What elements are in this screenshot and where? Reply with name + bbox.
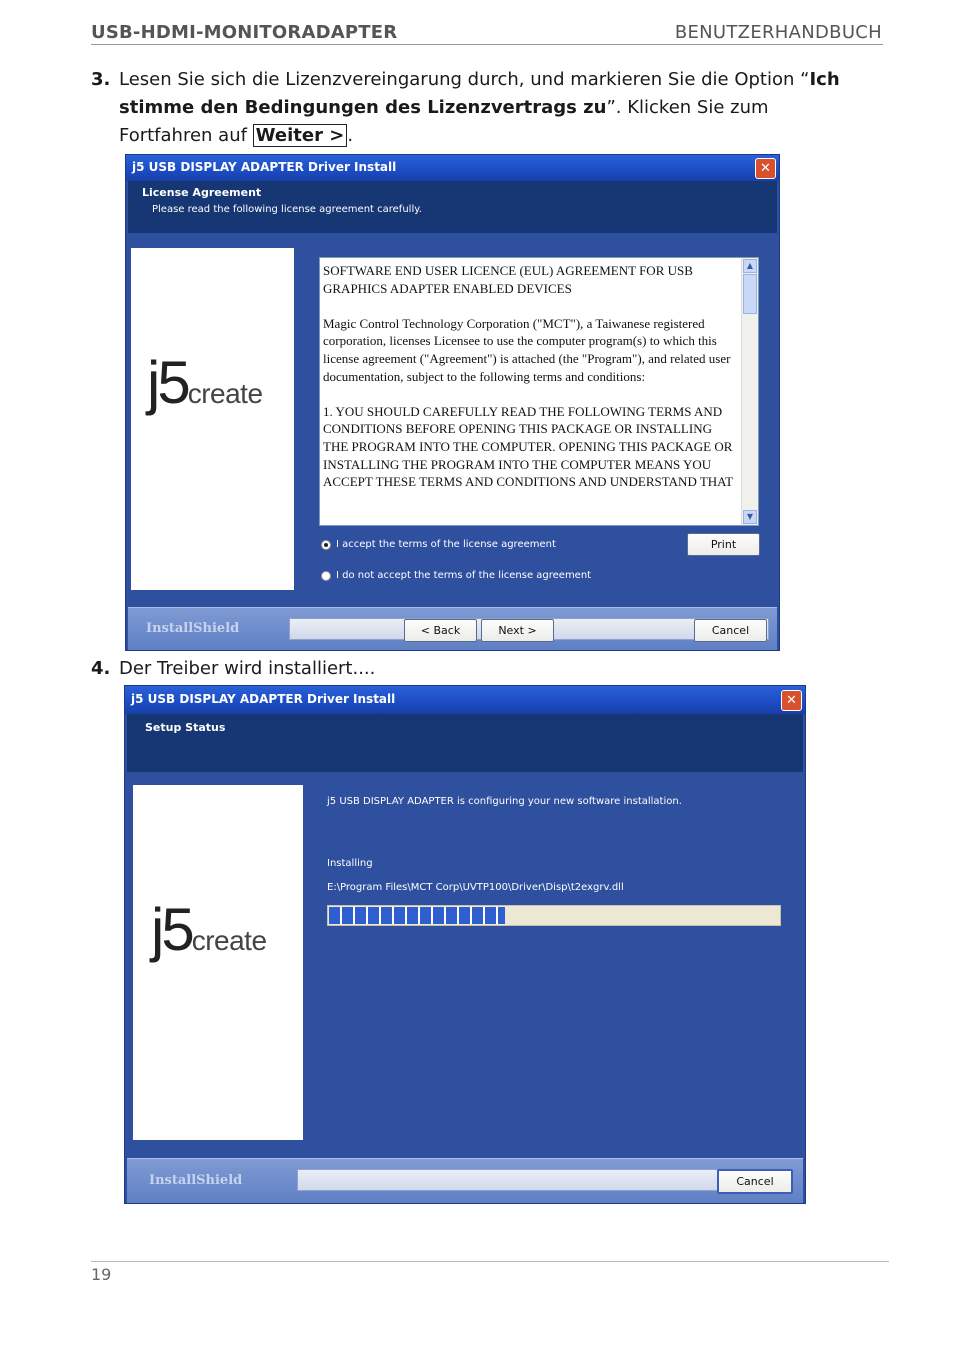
setup-status-dialog: [124, 685, 806, 1204]
logo-create: create: [191, 925, 267, 956]
step-4-text: Der Treiber wird installiert....: [119, 658, 376, 679]
installshield-brand: InstallShield: [149, 1173, 243, 1188]
next-button-reference: Weiter >: [253, 124, 348, 147]
license-text-box[interactable]: [319, 257, 759, 526]
logo-j5: j5: [151, 896, 192, 963]
status-line: j5 USB DISPLAY ADAPTER is configuring your new software installation.: [327, 796, 682, 807]
bottom-bar: [127, 1158, 803, 1204]
scroll-up-icon[interactable]: ▲: [743, 259, 757, 273]
next-button[interactable]: Next >: [481, 619, 554, 642]
decline-radio[interactable]: [321, 571, 331, 581]
header-divider: [91, 44, 883, 45]
license-paragraph: 1. YOU SHOULD CAREFULLY READ THE FOLLOWING TERMS AND CONDITIONS BEFORE OPENING THIS PACKAGE OR INSTALLING THE PROGRAM INTO THE COMPUTER. OPENING THIS PACKAGE OR INSTALLING THE PROGRAM INTO THE COMPUTER MEANS YOU ACCEPT THESE TERMS AND CONDITIONS AND UNDERSTAND THAT: [323, 403, 734, 490]
installing-label: Installing: [327, 858, 373, 869]
bottom-bar: [128, 607, 777, 651]
decline-label[interactable]: I do not accept the terms of the license agreement: [336, 570, 592, 581]
close-icon[interactable]: ✕: [781, 690, 802, 711]
step-3-text: [119, 66, 859, 150]
accept-radio[interactable]: [321, 540, 331, 550]
progress-fill: [329, 907, 505, 924]
header-title-right: BENUTZERHANDBUCH: [674, 22, 882, 43]
header-banner: [127, 714, 803, 772]
step-number: 4.: [91, 658, 111, 679]
title-bar: [126, 155, 779, 181]
step-text: Lesen Sie sich die Lizenzvereingarung durch, und markieren Sie die Option “: [119, 69, 810, 90]
scroll-thumb[interactable]: [743, 274, 757, 314]
title-bar: [125, 686, 805, 714]
header-banner: [128, 181, 777, 233]
install-path: E:\Program Files\MCT Corp\UVTP100\Driver\Disp\t2exgrv.dll: [327, 882, 624, 893]
dialog-title: j5 USB DISPLAY ADAPTER Driver Install: [132, 160, 397, 174]
logo-create: create: [187, 378, 263, 409]
header-title-left: USB-HDMI-MONITORADAPTER: [91, 22, 398, 43]
j5create-logo: [151, 895, 267, 964]
installshield-brand: InstallShield: [146, 621, 240, 636]
print-button[interactable]: Print: [687, 533, 760, 556]
cancel-button[interactable]: Cancel: [694, 619, 767, 642]
option-name: Ich stimme den Bedingungen des Lizenzvertrags zu: [119, 69, 840, 118]
step-text: ”. Klicken Sie zum Fortfahren auf: [119, 97, 769, 146]
banner-title: License Agreement: [142, 186, 262, 199]
close-icon[interactable]: ✕: [755, 158, 776, 179]
scrollbar[interactable]: [741, 258, 758, 525]
cancel-button[interactable]: Cancel: [717, 1169, 793, 1194]
license-dialog: [125, 154, 780, 651]
j5create-logo: [147, 348, 263, 417]
step-text: .: [347, 125, 354, 146]
footer-divider: [91, 1261, 889, 1262]
license-paragraph: SOFTWARE END USER LICENCE (EUL) AGREEMENT FOR USB GRAPHICS ADAPTER ENABLED DEVICES: [323, 263, 693, 296]
accept-label[interactable]: I accept the terms of the license agreement: [336, 539, 556, 550]
scroll-down-icon[interactable]: ▼: [743, 510, 757, 524]
logo-j5: j5: [147, 349, 188, 416]
step-number: 3.: [91, 69, 111, 90]
page-number: 19: [91, 1265, 112, 1284]
banner-title: Setup Status: [145, 721, 226, 734]
logo-panel: [133, 785, 303, 1140]
dialog-title: j5 USB DISPLAY ADAPTER Driver Install: [131, 692, 396, 706]
back-button[interactable]: < Back: [404, 619, 477, 642]
logo-panel: [131, 248, 294, 590]
license-text: [323, 262, 737, 508]
progress-bar: [327, 905, 781, 926]
banner-subtitle: Please read the following license agreement carefully.: [152, 204, 422, 215]
license-paragraph: Magic Control Technology Corporation ("MCT"), a Taiwanese registered corporation, licenses Licensee to use the computer program(s) to which this license agreement ("Agreement") is attached (the "Program"), and related user documentation, subject to the following terms and conditions:: [323, 315, 731, 384]
